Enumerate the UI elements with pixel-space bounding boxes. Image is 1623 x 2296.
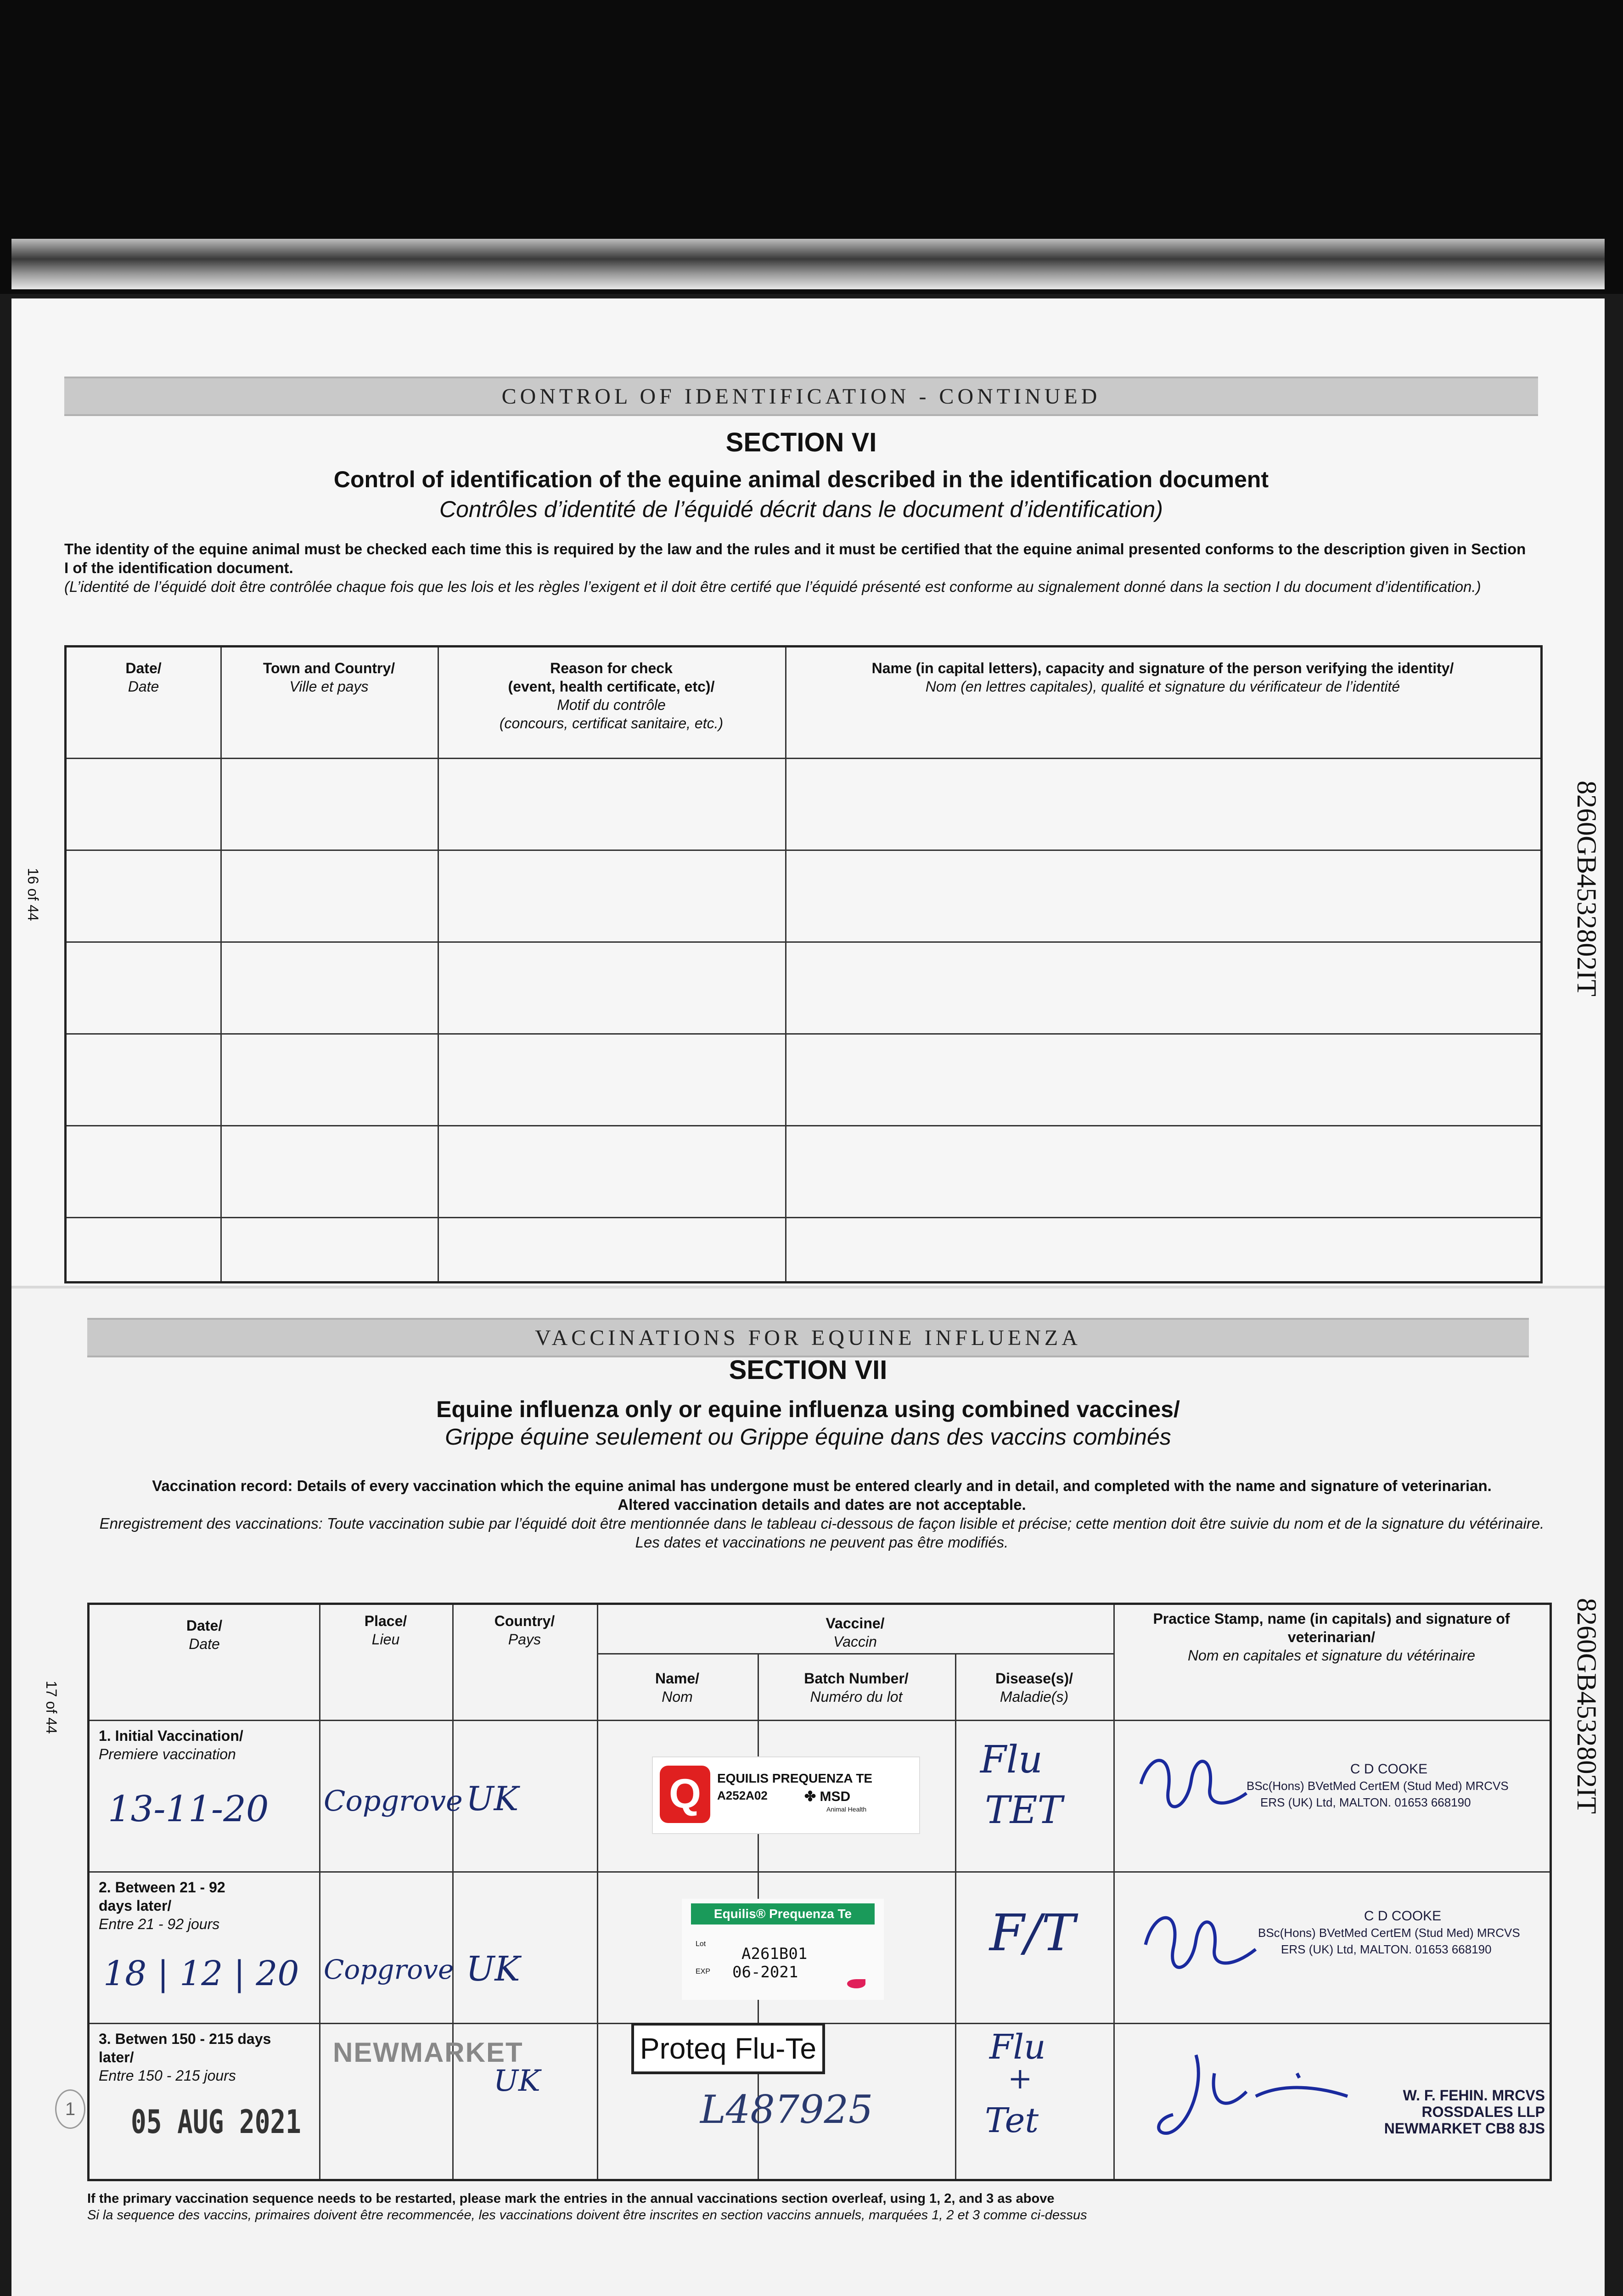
- row-divider: [67, 941, 1540, 943]
- row3-disease-1: Flu: [989, 2027, 1046, 2067]
- q-logo-icon: Q: [660, 1766, 710, 1823]
- page-number-17: 17 of 44: [43, 1681, 60, 1734]
- row-divider: [67, 758, 1540, 759]
- section7-footer: [87, 2190, 1556, 2223]
- row1-vet-practice: ERS (UK) Ltd, MALTON. 01653 668190: [1260, 1795, 1471, 1809]
- sticker-mark-icon: [847, 1979, 865, 1988]
- side-reference-bottom: 8260GB4532802IT: [1572, 1598, 1602, 1814]
- row3-date-stamp: 05 AUG 2021: [131, 2103, 301, 2141]
- row3-place-stamp: NEWMARKET: [333, 2037, 523, 2068]
- row1-label: 1. Initial Vaccination/ Premiere vaccination: [99, 1728, 243, 1762]
- section7-banner: [87, 1318, 1529, 1357]
- page-edge: [11, 239, 1605, 289]
- footer-en: If the primary vaccination sequence needs to be restarted, please mark the entries in the annual vaccinations section overleaf, using 1, 2, and 3 as above: [87, 2191, 1055, 2206]
- row3-vaccine-stamp: Proteq Flu-Te: [631, 2023, 825, 2074]
- col-header-country: Country/ Pays: [494, 1613, 555, 1648]
- row1-vet-name: C D COOKE: [1350, 1761, 1428, 1777]
- row2-country: UK: [466, 1949, 520, 1989]
- col-divider: [955, 1653, 956, 2179]
- row1-country: UK: [466, 1779, 519, 1818]
- col-header-reason: Reason for check (event, health certificate, etc)/ Motif du contrôle (concours, certificat sanitaire, etc.): [499, 660, 724, 732]
- col-header-place: Place/ Lieu: [364, 1613, 407, 1648]
- col-header-vet: Practice Stamp, name (in capitals) and signature of veterinarian/ Nom en capitales et signature du vétérinaire: [1153, 1610, 1510, 1664]
- row-divider: [67, 850, 1540, 851]
- col-header-batch: Batch Number/ Numéro du lot: [804, 1670, 909, 1705]
- row2-place: Copgrove: [324, 1954, 454, 1985]
- identity-check-table: [64, 645, 1543, 1283]
- row1-vet-quals: BSc(Hons) BVetMed CertEM (Stud Med) MRCVS: [1247, 1779, 1509, 1793]
- row2-disease: F/T: [989, 1903, 1075, 1962]
- row1-vaccine-sticker: [652, 1756, 920, 1834]
- row2-vaccine-batch: A261B01: [741, 1945, 808, 1963]
- col-header-date: Date/ Date: [186, 1617, 223, 1652]
- row3-disease-3: Tet: [985, 2101, 1039, 2140]
- row1-signature: [1132, 1743, 1251, 1825]
- section7-subtitle-en: Equine influenza only or equine influenza using combined vaccines/: [436, 1396, 1180, 1422]
- section6-banner: [64, 377, 1538, 416]
- page-number-16: 16 of 44: [25, 868, 41, 921]
- side-reference-top: 8260GB4532802IT: [1572, 781, 1602, 996]
- row1-vet-stamp: [1247, 1761, 1531, 1811]
- row-divider: [90, 1720, 1550, 1721]
- row3-restart-mark: 1: [55, 2089, 85, 2129]
- row-divider: [67, 1217, 1540, 1218]
- section7-banner-text: VACCINATIONS FOR EQUINE INFLUENZA: [535, 1325, 1081, 1350]
- row-divider: [597, 1653, 1113, 1654]
- msd-logo: [804, 1789, 850, 1805]
- row-divider: [67, 1125, 1540, 1126]
- row2-exp-label: EXP: [696, 1968, 711, 1975]
- row2-signature: [1132, 1899, 1260, 1986]
- section6-title: SECTION VI: [725, 428, 877, 457]
- row1-vaccine-batch: A252A02: [717, 1789, 768, 1802]
- row-divider: [67, 1033, 1540, 1035]
- row2-vaccine-sticker: [682, 1899, 884, 2000]
- row2-date: 18 | 12 | 20: [103, 1954, 299, 1993]
- section7-title: SECTION VII: [729, 1355, 887, 1385]
- col-header-disease: Disease(s)/ Maladie(s): [995, 1670, 1073, 1705]
- section6-subtitle-en: Control of identification of the equine animal described in the identification document: [333, 467, 1269, 492]
- col-header-vaccine-name: Name/ Nom: [655, 1670, 700, 1705]
- row2-label: 2. Between 21 - 92 days later/ Entre 21 - 92 jours: [99, 1879, 225, 1932]
- section6-intro-fr: (L’identité de l’équidé doit être contrôlée chaque fois que les lois et les règles l’exigent et il doit être certifé que l’équidé présenté est conforme au signalement donné dans la section I du document d’identification.): [64, 578, 1481, 595]
- vaccination-table: [65, 1603, 1552, 2181]
- row3-vet-name: W. F. FEHIN. MRCVS: [1403, 2087, 1545, 2104]
- section6-subtitle-fr: Contrôles d’identité de l’équidé décrit dans le document d’identification): [439, 496, 1163, 522]
- col-header-date: Date/ Date: [125, 660, 162, 695]
- col-divider: [452, 1605, 454, 2179]
- col-header-vaccine: Vaccine/ Vaccin: [826, 1615, 885, 1650]
- row3-vet-address: NEWMARKET CB8 8JS: [1384, 2120, 1545, 2137]
- section6-banner-text: CONTROL OF IDENTIFICATION - CONTINUED: [501, 384, 1101, 409]
- row3-disease-2: +: [1008, 2062, 1033, 2096]
- row2-lot-label: Lot: [696, 1940, 706, 1948]
- row3-label: 3. Betwen 150 - 215 days later/ Entre 150 - 215 jours: [99, 2031, 271, 2084]
- col-header-verifier: Name (in capital letters), capacity and signature of the person verifying the identity/ Nom (en lettres capitales), qualité et signature du vérificateur de l’identité: [871, 660, 1454, 695]
- row1-date: 13-11-20: [108, 1789, 269, 1830]
- col-divider: [319, 1605, 320, 2179]
- section7-record-en2: Altered vaccination details and dates are not acceptable.: [618, 1496, 1026, 1513]
- col-header-town: Town and Country/ Ville et pays: [263, 660, 395, 695]
- row1-vaccine-name: EQUILIS PREQUENZA TE: [717, 1771, 873, 1785]
- row3-vaccine-batch: L487925: [700, 2087, 873, 2132]
- col-divider: [220, 647, 222, 1281]
- row3-country: UK: [494, 2064, 540, 2098]
- footer-fr: Si la sequence des vaccins, primaires doivent être recommencée, les vaccinations doivent être inscrites en section vaccins annuels, marquées 1, 2 et 3 comme ci-dessus: [87, 2208, 1087, 2223]
- row-divider: [90, 1871, 1550, 1873]
- row1-disease-2: TET: [985, 1789, 1063, 1832]
- row3-vet-stamp: [1370, 2087, 1545, 2137]
- row1-vaccine-maker-sub: Animal Health: [826, 1806, 867, 1813]
- section6-intro: [64, 540, 1533, 596]
- row1-vaccine-maker: MSD: [820, 1789, 851, 1804]
- section7-record-fr: Enregistrement des vaccinations: Toute vaccination subie par l’équidé doit être mentionnée dans le tableau ci-dessous de façon lisible et précise; cette mention doit être suivie du nom et de la signature du vétérinaire. Les dates et vaccinations ne peuvent pas être modifiés.: [99, 1515, 1544, 1551]
- row2-vet-practice: ERS (UK) Ltd, MALTON. 01653 668190: [1281, 1942, 1492, 1956]
- section7-subtitle-fr: Grippe équine seulement ou Grippe équine dans des vaccins combinés: [445, 1424, 1171, 1450]
- col-divider: [1113, 1605, 1115, 2179]
- row1-disease-1: Flu: [980, 1738, 1043, 1782]
- row2-vaccine-exp: 06-2021: [732, 1963, 798, 1981]
- row2-vet-quals: BSc(Hons) BVetMed CertEM (Stud Med) MRCVS: [1258, 1926, 1520, 1940]
- section7-record: [87, 1476, 1556, 1552]
- row1-place: Copgrove: [324, 1784, 463, 1818]
- row3-vet-practice: ROSSDALES LLP: [1421, 2104, 1545, 2120]
- col-divider: [785, 647, 786, 1281]
- row3-signature: [1146, 2046, 1357, 2151]
- msd-icon: ✤: [804, 1789, 820, 1804]
- row2-vaccine-name: Equilis® Prequenza Te: [691, 1903, 875, 1925]
- row2-vet-stamp: [1258, 1908, 1547, 1958]
- row2-vet-name: C D COOKE: [1364, 1908, 1442, 1924]
- section7-record-en: Vaccination record: Details of every vaccination which the equine animal has undergone must be entered clearly and in detail, and completed with the name and signature of veterinarian.: [152, 1477, 1492, 1494]
- col-divider: [438, 647, 439, 1281]
- section6-intro-en: The identity of the equine animal must be checked each time this is required by the law and the rules and it must be certified that the equine animal presented conforms to the description given in Section I of the identification document.: [64, 540, 1526, 576]
